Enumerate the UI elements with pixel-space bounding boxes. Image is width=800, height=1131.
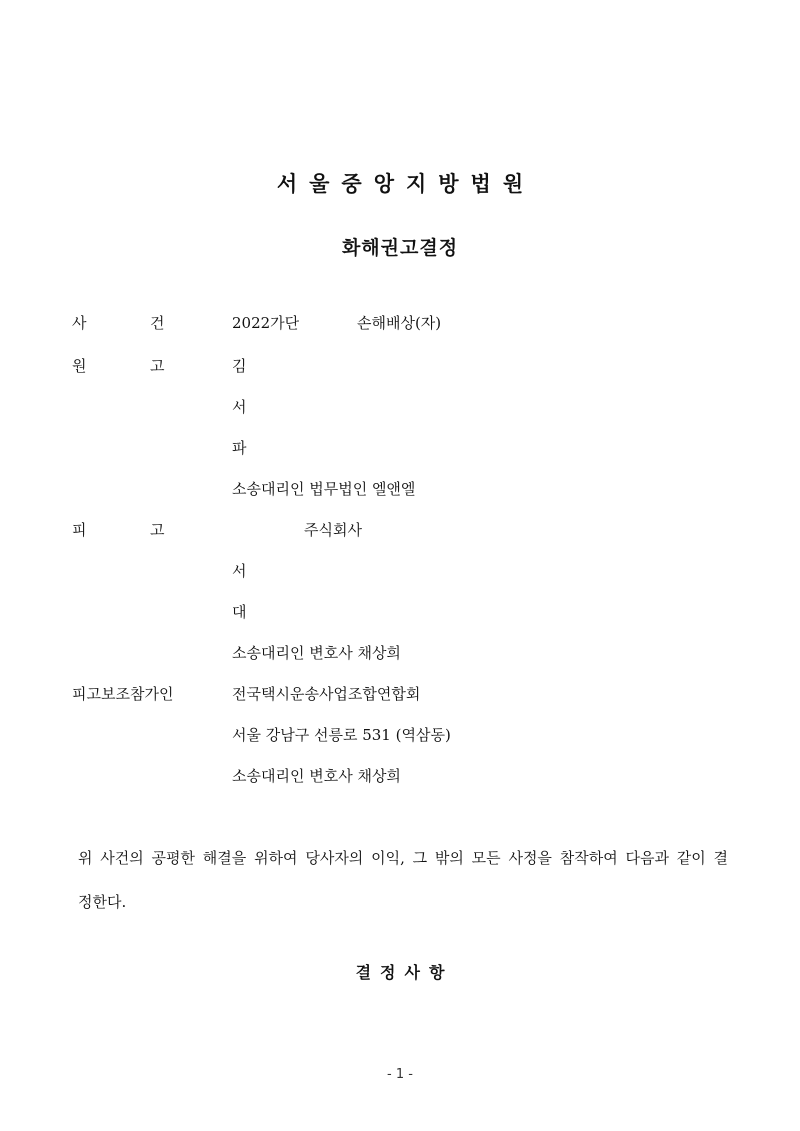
defendant-label-1: 피	[72, 521, 87, 539]
plaintiff-address-1: 서	[232, 398, 247, 416]
decision-heading: 결정사항	[355, 963, 454, 982]
plaintiff-counsel: 소송대리인 법무법인 엘앤엘	[232, 480, 416, 498]
defendant-address: 서	[232, 562, 247, 580]
case-name: 손해배상(자)	[357, 314, 442, 332]
defendant-label-2: 고	[150, 521, 165, 539]
plaintiff-name-2: 파	[232, 439, 247, 457]
plaintiff-label-1: 원	[72, 357, 87, 375]
defendant-representative: 대	[232, 603, 247, 621]
intervenor-label: 피고보조참가인	[72, 685, 174, 703]
document-title: 화해권고결정	[341, 237, 459, 259]
defendant-counsel: 소송대리인 변호사 채상희	[232, 644, 401, 662]
plaintiff-name-1: 김	[232, 357, 247, 375]
intervenor-name: 전국택시운송사업조합연합회	[232, 685, 421, 703]
case-label-2: 건	[150, 314, 165, 332]
case-label-1: 사	[72, 314, 87, 332]
court-name-heading: 서울중앙지방법원	[276, 172, 536, 196]
page-number: - 1 -	[387, 1067, 413, 1082]
body-paragraph: 위 사건의 공평한 해결을 위하여 당사자의 이익, 그 밖의 모든 사정을 참작하여 다음과 같이 결정한다.	[78, 849, 728, 911]
plaintiff-label-2: 고	[150, 357, 165, 375]
defendant-company: 주식회사	[304, 521, 362, 539]
intervenor-address: 서울 강남구 선릉로 531 (역삼동)	[232, 726, 451, 744]
case-number: 2022가단	[232, 314, 300, 332]
intervenor-counsel: 소송대리인 변호사 채상희	[232, 767, 401, 785]
